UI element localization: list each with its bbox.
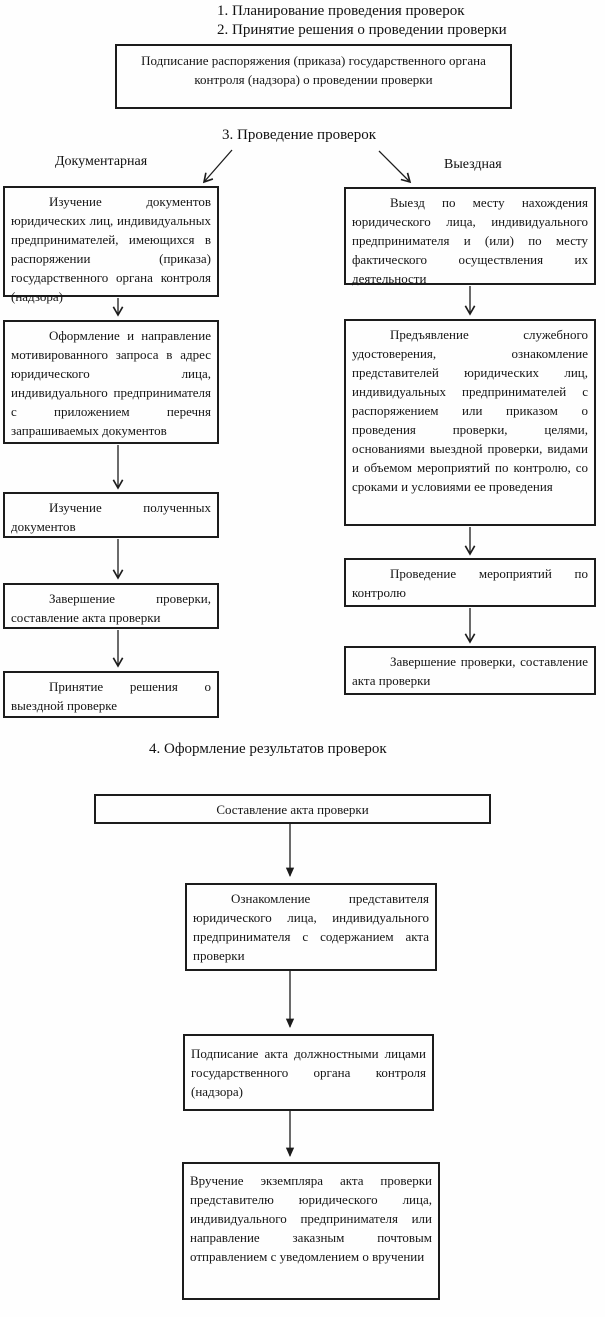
heading-step-3: 3. Проведение проверок xyxy=(222,127,377,143)
heading-step-1: 1. Планирование проведения проверок xyxy=(217,3,465,19)
box-doc-motivated-request: Оформление и направление мотивированного запроса в адрес юридического лица, индивидуального предпринимателя с приложением перечня запрашиваемых документов xyxy=(3,320,219,444)
arrow-step3-to-documentary xyxy=(204,150,232,182)
box-field-control-activities: Проведение мероприятий по контролю xyxy=(344,558,596,607)
heading-step-2: 2. Принятие решения о проведении проверки xyxy=(217,22,507,38)
box-res-deliver-act-copy: Вручение экземпляра акта проверки представителю юридического лица, индивидуального предпринимателя или направление заказным почтовым отправлением с уведомлением о вручении xyxy=(182,1162,440,1300)
label-field-branch: Выездная xyxy=(444,157,502,172)
box-doc-decision-field-inspection: Принятие решения о выездной проверке xyxy=(3,671,219,718)
box-doc-study-documents: Изучение документов юридических лиц, индивидуальных предпринимателей, имеющихся в распоряжении (приказа) государственного органа контроля (надзора) xyxy=(3,186,219,297)
label-documentary-branch: Документарная xyxy=(55,154,148,169)
box-doc-study-received: Изучение полученных документов xyxy=(3,492,219,538)
arrow-step3-to-field xyxy=(379,151,410,182)
box-field-visit-location: Выезд по месту нахождения юридического лица, индивидуального предпринимателя и (или) по месту фактического осуществления их деятельности xyxy=(344,187,596,285)
box-res-draw-up-act: Составление акта проверки xyxy=(94,794,491,824)
box-res-sign-act-officials: Подписание акта должностными лицами государственного органа контроля (надзора) xyxy=(183,1034,434,1111)
heading-step-4: 4. Оформление результатов проверок xyxy=(149,741,387,757)
box-field-present-credentials: Предъявление служебного удостоверения, ознакомление представителей юридических лиц, индивидуальных предпринимателей с распоряжением или приказом о проведения проверки, целями, основаниями выездной проверки, видами и объемом мероприятий по контролю, со сроками и условиями ее проведения xyxy=(344,319,596,526)
box-sign-order: Подписание распоряжения (приказа) государственного органа контроля (надзора) о проведении проверки xyxy=(115,44,512,109)
box-res-familiarize-representative: Ознакомление представителя юридического лица, индивидуального предпринимателя с содержанием акта проверки xyxy=(185,883,437,971)
box-doc-finish-inspection: Завершение проверки, составление акта проверки xyxy=(3,583,219,629)
box-field-finish-inspection: Завершение проверки, составление акта проверки xyxy=(344,646,596,695)
